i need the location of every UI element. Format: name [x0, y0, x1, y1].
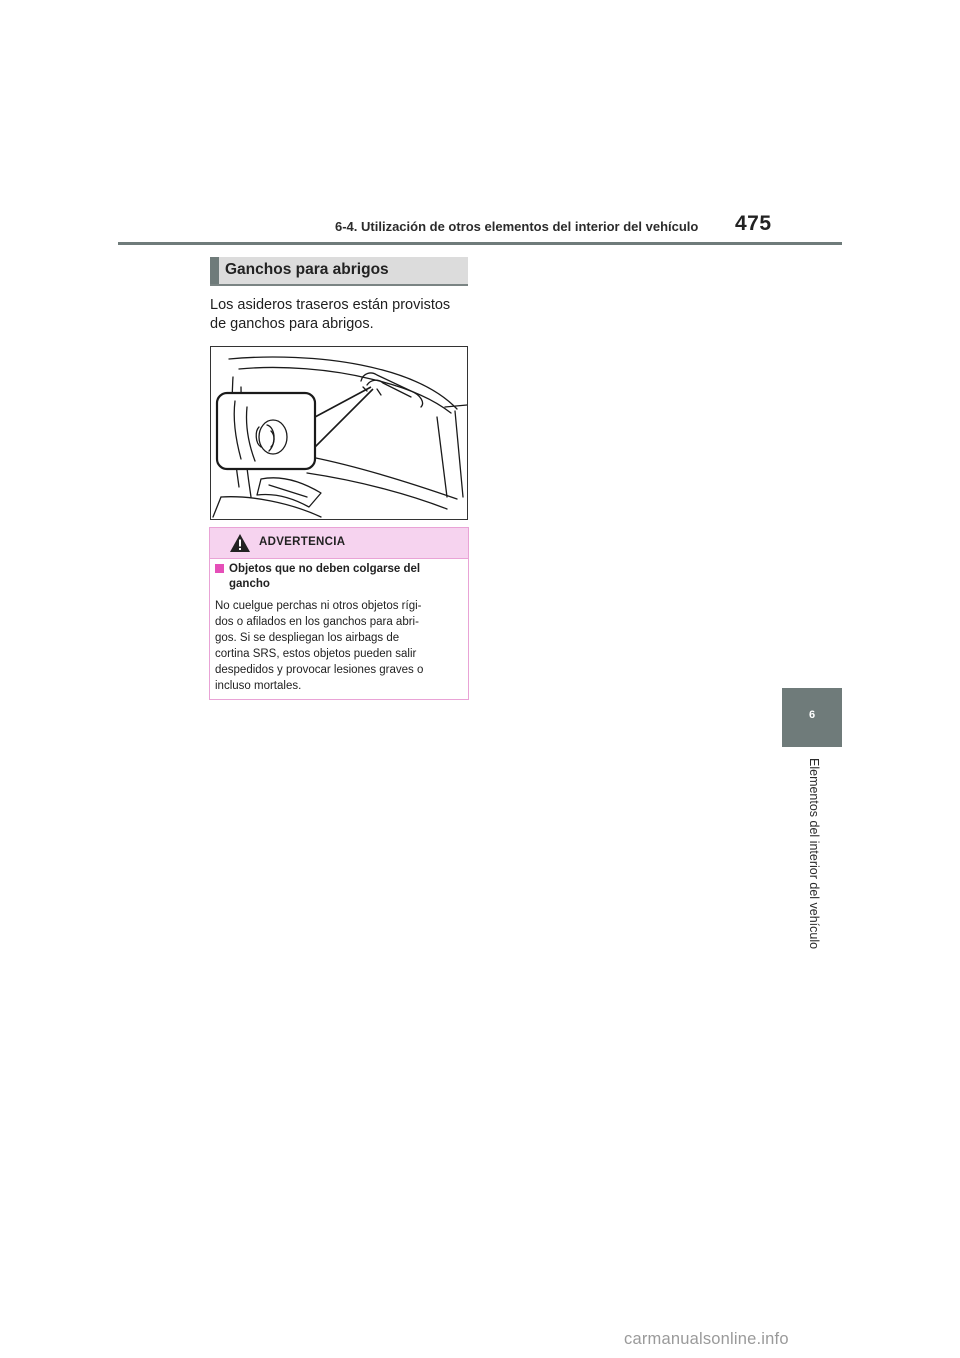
section-heading [210, 257, 468, 286]
header-divider [118, 242, 842, 245]
warning-body-line: incluso mortales. [215, 680, 302, 692]
warning-body-line: No cuelgue perchas ni otros objetos rígi- [215, 600, 422, 612]
chapter-tab-number: 6 [808, 709, 816, 721]
section-body [210, 296, 472, 334]
bullet-square-icon [215, 564, 224, 573]
chapter-tab [782, 688, 842, 747]
warning-body-line: cortina SRS, estos objetos pueden salir [215, 648, 417, 660]
warning-body [215, 598, 463, 694]
warning-triangle-icon [229, 533, 251, 553]
warning-item-line-2: gancho [229, 578, 270, 590]
warning-header [210, 528, 468, 559]
section-title: Ganchos para abrigos [225, 261, 389, 278]
body-line-1: Los asideros traseros están provistos [210, 297, 451, 313]
warning-item-line-1: Objetos que no deben colgarse del [229, 563, 421, 575]
warning-body-line: dos o afilados en los ganchos para abri- [215, 616, 419, 628]
warning-box [209, 527, 469, 700]
coat-hook-drawing [211, 347, 467, 519]
warning-item-title [215, 562, 460, 592]
warning-label: ADVERTENCIA [259, 536, 346, 548]
warning-body-line: despedidos y provocar lesiones graves o [215, 664, 424, 676]
chapter-side-label [802, 758, 822, 970]
chapter-side-label-text: Elementos del interior del vehículo [807, 758, 821, 950]
coat-hook-illustration [210, 346, 468, 520]
chapter-heading: 6-4. Utilización de otros elementos del interior del vehículo [335, 219, 699, 234]
section-heading-bar [210, 257, 219, 284]
watermark: carmanualsonline.info [624, 1330, 789, 1348]
page-number: 475 [735, 212, 772, 235]
body-line-2: de ganchos para abrigos. [210, 316, 374, 332]
warning-body-line: gos. Si se despliegan los airbags de [215, 632, 400, 644]
